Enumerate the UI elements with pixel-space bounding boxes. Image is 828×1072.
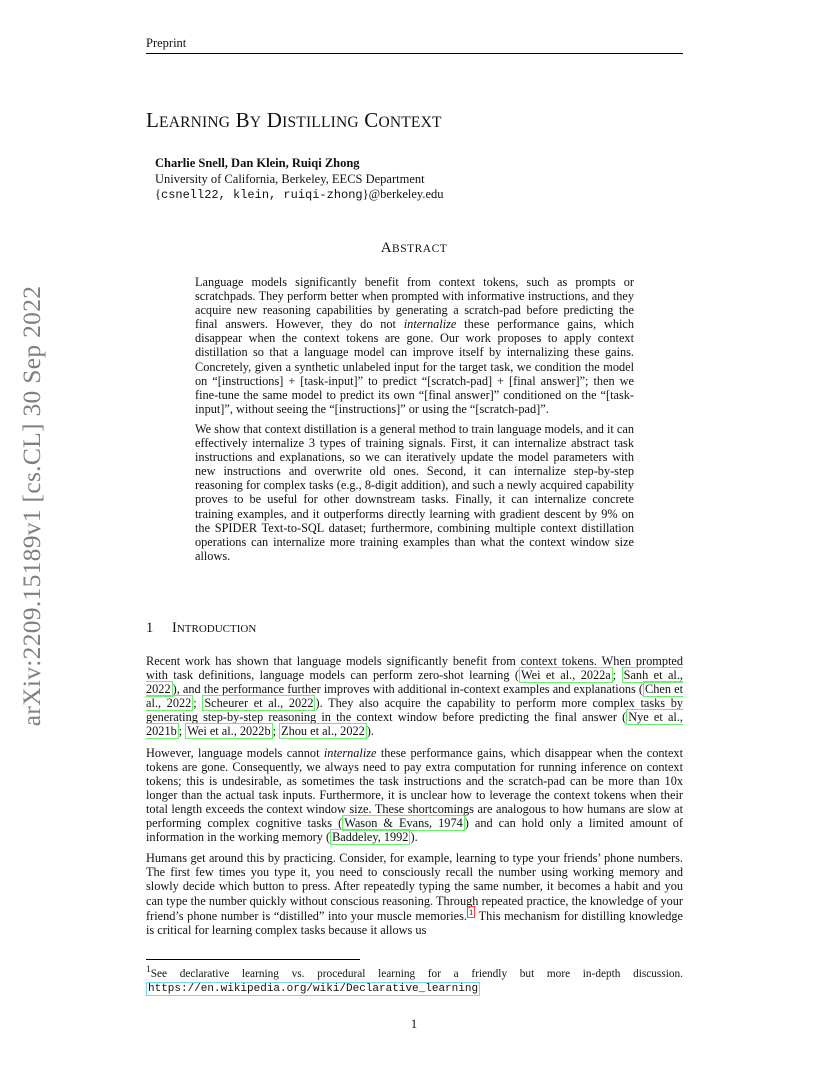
running-header: Preprint [146,36,187,50]
citation-link[interactable]: Chen et al., 2022 [146,682,684,711]
citation-link[interactable]: Sanh et al., 2022 [146,668,683,697]
intro-paragraph-2: However, language models cannot internalize these performance gains, which disappear when the context tokens are gone. Consequently, we always need to pay extra computation for running inference on context tokens; this is undesirable, as sometimes the task instructions and the scratch-pad can be more than 10x longer than the actual task inputs. Furthermore, it is unclear how to leverage the context tokens when their total length exceeds the context window size. These shortcomings are analogous to how humans are slow at performing complex cognitive tasks ( Wason & Evans, 1974 ) and can hold only a limited amount of information in the working memory ( Baddeley, 1992 ). [146,745,684,845]
citation-link[interactable]: Nye et al., 2021b [146,710,683,739]
citation-link[interactable]: Wason & Evans, 1974 [344,816,463,831]
abstract-heading: ABSTRACT [380,240,448,256]
citation-link[interactable]: Zhou et al., 2022 [281,724,365,739]
footnote-reference-link[interactable]: 1 [468,906,474,917]
footnote-url-link[interactable]: https://en.wikipedia.org/wiki/Declarative_learning [148,982,479,995]
section-heading-introduction: 1 INTRODUCTION [146,620,257,636]
paper-title: LEARNING BY DISTILLING CONTEXT [146,108,442,132]
introduction-body [146,654,683,944]
author-emails: {csnell22, klein, ruiqi-zhong}@berkeley.edu [155,187,444,202]
citation-link[interactable]: Scheurer et al., 2022 [204,696,314,711]
abstract-body [195,275,634,569]
intro-paragraph-1: Recent work has shown that language models significantly benefit from context tokens. When prompted with task definitions, language models can perform zero-shot learning ( Wei et al., 2022a ; Sanh et al., 2022 ), and the performance further improves with additional in-context examples and explanations ( Chen et al., 2022 ; Scheurer et al., 2022 ). They also acquire the capability to perform more complex tasks by generating step-by-step reasoning in the context window before predicting the final answer ( Nye et al., 2021b ; Wei et al., 2022b ; Zhou et al., 2022 ). [146,654,684,739]
abstract-paragraph-1: Language models significantly benefit from context tokens, such as prompts or scratchpads. They perform better when prompted with informative instructions, and they acquire new reasoning capabilities by generating a scratch-pad before predicting the final answers. However, they do not internalize these performance gains, which disappear when the context tokens are gone. Our work proposes to apply context distillation so that a language model can improve itself by internalizing these gains. Concretely, given a synthetic unlabeled input for the target task, we condition the model on “[instructions] + [task-input]” to predict “[scratch-pad] + [final answer]”; then we fine-tune the same model to predict its own “[final answer]” conditioned on the “[task-input]”, without seeing the “[instructions]” or using the “[scratch-pad]”. [195,275,634,416]
citation-link[interactable]: Baddeley, 1992 [332,830,409,845]
page-number: 1 [410,1017,418,1031]
citation-link[interactable]: Wei et al., 2022b [187,724,271,739]
header-rule [146,53,683,54]
affiliation: University of California, Berkeley, EECS Department [155,172,425,186]
author-names: Charlie Snell, Dan Klein, Ruiqi Zhong [155,156,360,170]
footnote: $^1$See declarative learning vs. procedural learning for a friendly but more in-depth discussion. https://en.wikipedia.org/wiki/Declarative_learning [146,965,683,995]
citation-link[interactable]: Wei et al., 2022a [521,668,611,683]
intro-paragraph-3: Humans get around this by practicing. Consider, for example, learning to type your friends’ phone numbers. The first few times you type it, you need to consciously recall the number using working memory and slowly decide which button to press. After repeatedly typing the same number, it becomes a habit and you can type the number quickly without conscious reasoning. Through repeated practice, the knowledge of your friend’s phone number is “distilled” into your muscle memories. $^1$ This mechanism for distilling knowledge is critical for learning complex tasks because it allows us [146,851,683,937]
footnote-rule [146,959,360,960]
arxiv-stamp[interactable] [2,236,62,776]
arxiv-stamp-text: arXiv:2209.15189v1 [cs.CL] 30 Sep 2022 [17,285,46,727]
abstract-paragraph-2: We show that context distillation is a general method to train language models, and it can effectively internalize 3 types of training signals. First, it can internalize abstract task instructions and explanations, so we can iteratively update the model parameters with new instructions and overwrite old ones. Second, it can internalize step-by-step reasoning for complex tasks (e.g., 8-digit addition), and such a newly acquired capability proves to be useful for other downstream tasks. Finally, it can internalize concrete training examples, and it outperforms directly learning with gradient descent by 9% on the SPIDER Text-to-SQL dataset; furthermore, combining multiple context distillation operations can internalize more training examples than what the context window size allows. [195,421,634,563]
